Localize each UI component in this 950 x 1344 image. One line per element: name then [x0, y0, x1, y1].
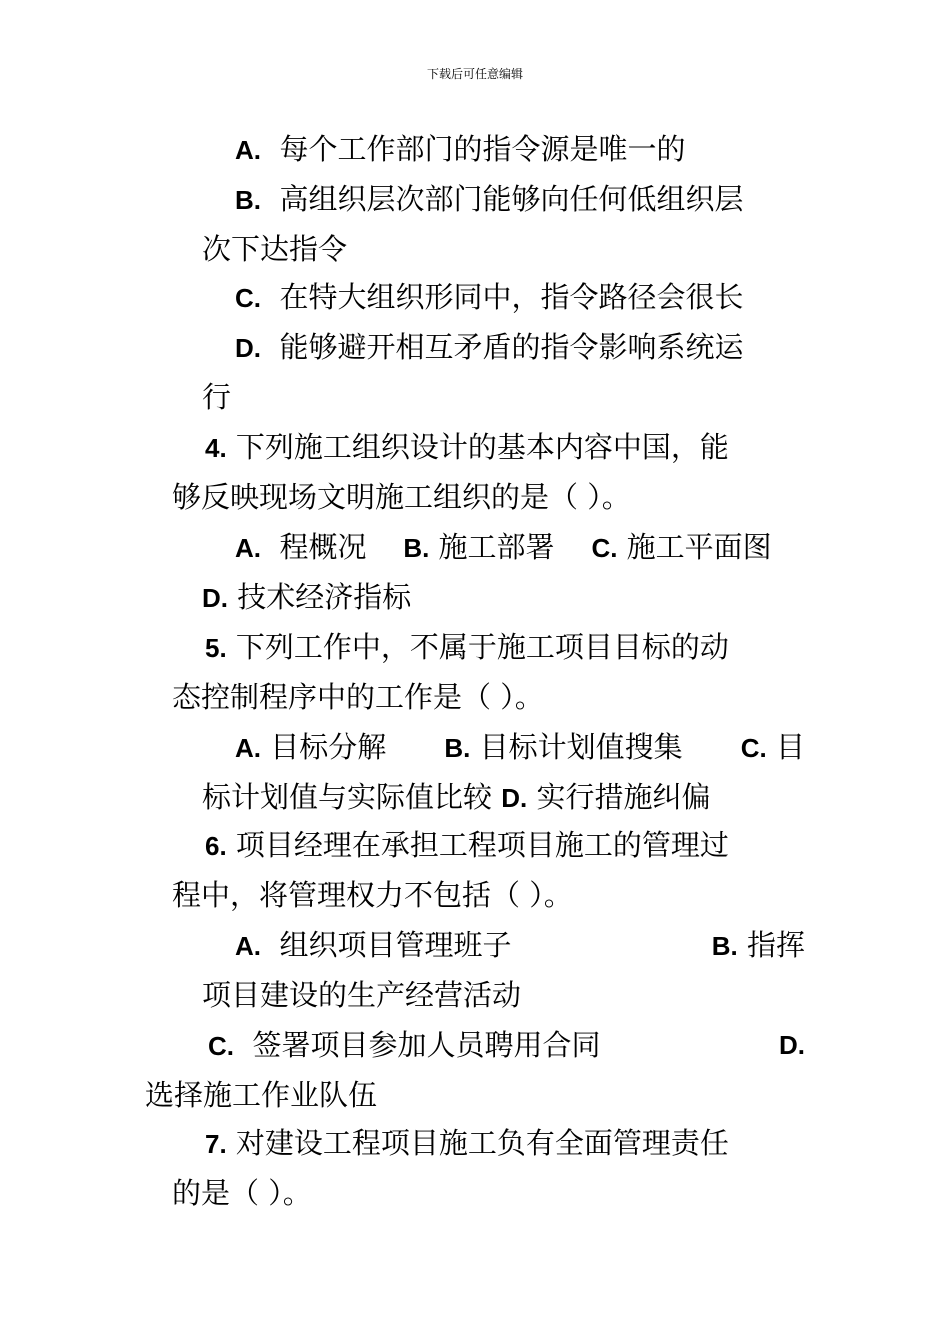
q5-option-c — [741, 722, 805, 772]
q3-option-d — [235, 322, 743, 372]
option-label: C. — [740, 733, 767, 763]
option-label: D. — [501, 783, 528, 813]
question-number: 4. — [205, 433, 227, 463]
option-label: C. — [235, 283, 261, 313]
option-text: 施工部署 — [438, 530, 555, 564]
q5-stem — [205, 622, 729, 672]
option-label: B. — [235, 185, 261, 215]
q6-stem — [205, 820, 729, 870]
option-label: B. — [711, 931, 738, 961]
question-number: 6. — [205, 831, 227, 861]
option-text: 目 — [775, 730, 805, 764]
question-text: 对建设工程项目施工负有全面管理责任 — [235, 1126, 729, 1160]
option-text: 目标分解 — [270, 730, 387, 764]
option-text: 技术经济指标 — [237, 580, 412, 614]
option-text: 指挥 — [746, 928, 805, 962]
option-text: 目标计划值搜集 — [479, 730, 683, 764]
option-label: C. — [208, 1031, 234, 1061]
q6-option-d-label: D. — [779, 1030, 805, 1060]
q5-options-row-2 — [202, 772, 710, 822]
option-label: C. — [591, 533, 618, 563]
option-text: 组织项目管理班子 — [279, 928, 512, 962]
q7-stem — [205, 1118, 729, 1168]
q3-option-d-cont: 行 — [202, 380, 232, 414]
option-text: 每个工作部门的指令源是唯一的 — [279, 132, 686, 166]
question-text: 下列工作中，不属于施工项目目标的动 — [235, 630, 729, 664]
q6-option-a — [235, 920, 511, 970]
option-text: 程概况 — [279, 530, 367, 564]
question-text: 下列施工组织设计的基本内容中国，能 — [235, 430, 729, 464]
option-label: A. — [235, 931, 261, 961]
q6-option-b-cont: 项目建设的生产经营活动 — [202, 978, 522, 1012]
page-header: 下载后可任意编辑 — [426, 67, 523, 81]
question-number: 5. — [205, 633, 227, 663]
option-text: 实行措施纠偏 — [536, 780, 711, 814]
option-text: 在特大组织形同中，指令路径会很长 — [279, 280, 744, 314]
q5-options-row — [235, 722, 805, 772]
option-text: 施工平面图 — [626, 530, 772, 564]
q3-option-c — [235, 272, 743, 322]
option-text: 签署项目参加人员聘用合同 — [252, 1028, 601, 1062]
q5-stem-cont: 态控制程序中的工作是（ ）。 — [172, 680, 544, 714]
q6-option-c — [208, 1020, 600, 1070]
q7-stem-cont: 的是（ ）。 — [172, 1176, 312, 1210]
option-label: D. — [235, 333, 261, 363]
question-text: 项目经理在承担工程项目施工的管理过 — [235, 828, 729, 862]
option-text: 标计划值与实际值比较 — [202, 780, 493, 814]
q4-stem — [205, 422, 729, 472]
q4-options-row — [235, 522, 772, 572]
option-label: B. — [444, 733, 471, 763]
option-label: A. — [235, 733, 261, 763]
question-number: 7. — [205, 1129, 227, 1159]
q5-option-a — [235, 722, 386, 772]
q6-option-b — [712, 920, 805, 970]
q5-option-b — [444, 722, 682, 772]
q6-option-d: 选择施工作业队伍 — [145, 1078, 378, 1112]
q4-stem-cont: 够反映现场文明施工组织的是（ ）。 — [172, 480, 631, 514]
option-label: A. — [235, 135, 261, 165]
q3-option-b-cont: 次下达指令 — [202, 232, 348, 266]
option-label: D. — [202, 583, 228, 613]
q6-stem-cont: 程中，将管理权力不包括（ ）。 — [172, 878, 573, 912]
option-label: B. — [403, 533, 430, 563]
option-text: 能够避开相互矛盾的指令影响系统运 — [279, 330, 744, 364]
q6-options-row-2 — [208, 1020, 805, 1070]
q4-option-d — [202, 572, 411, 622]
option-label: A. — [235, 533, 261, 563]
q3-option-a — [235, 124, 685, 174]
q6-options-row — [235, 920, 805, 970]
option-text: 高组织层次部门能够向任何低组织层 — [279, 182, 744, 216]
q3-option-b — [235, 174, 743, 224]
